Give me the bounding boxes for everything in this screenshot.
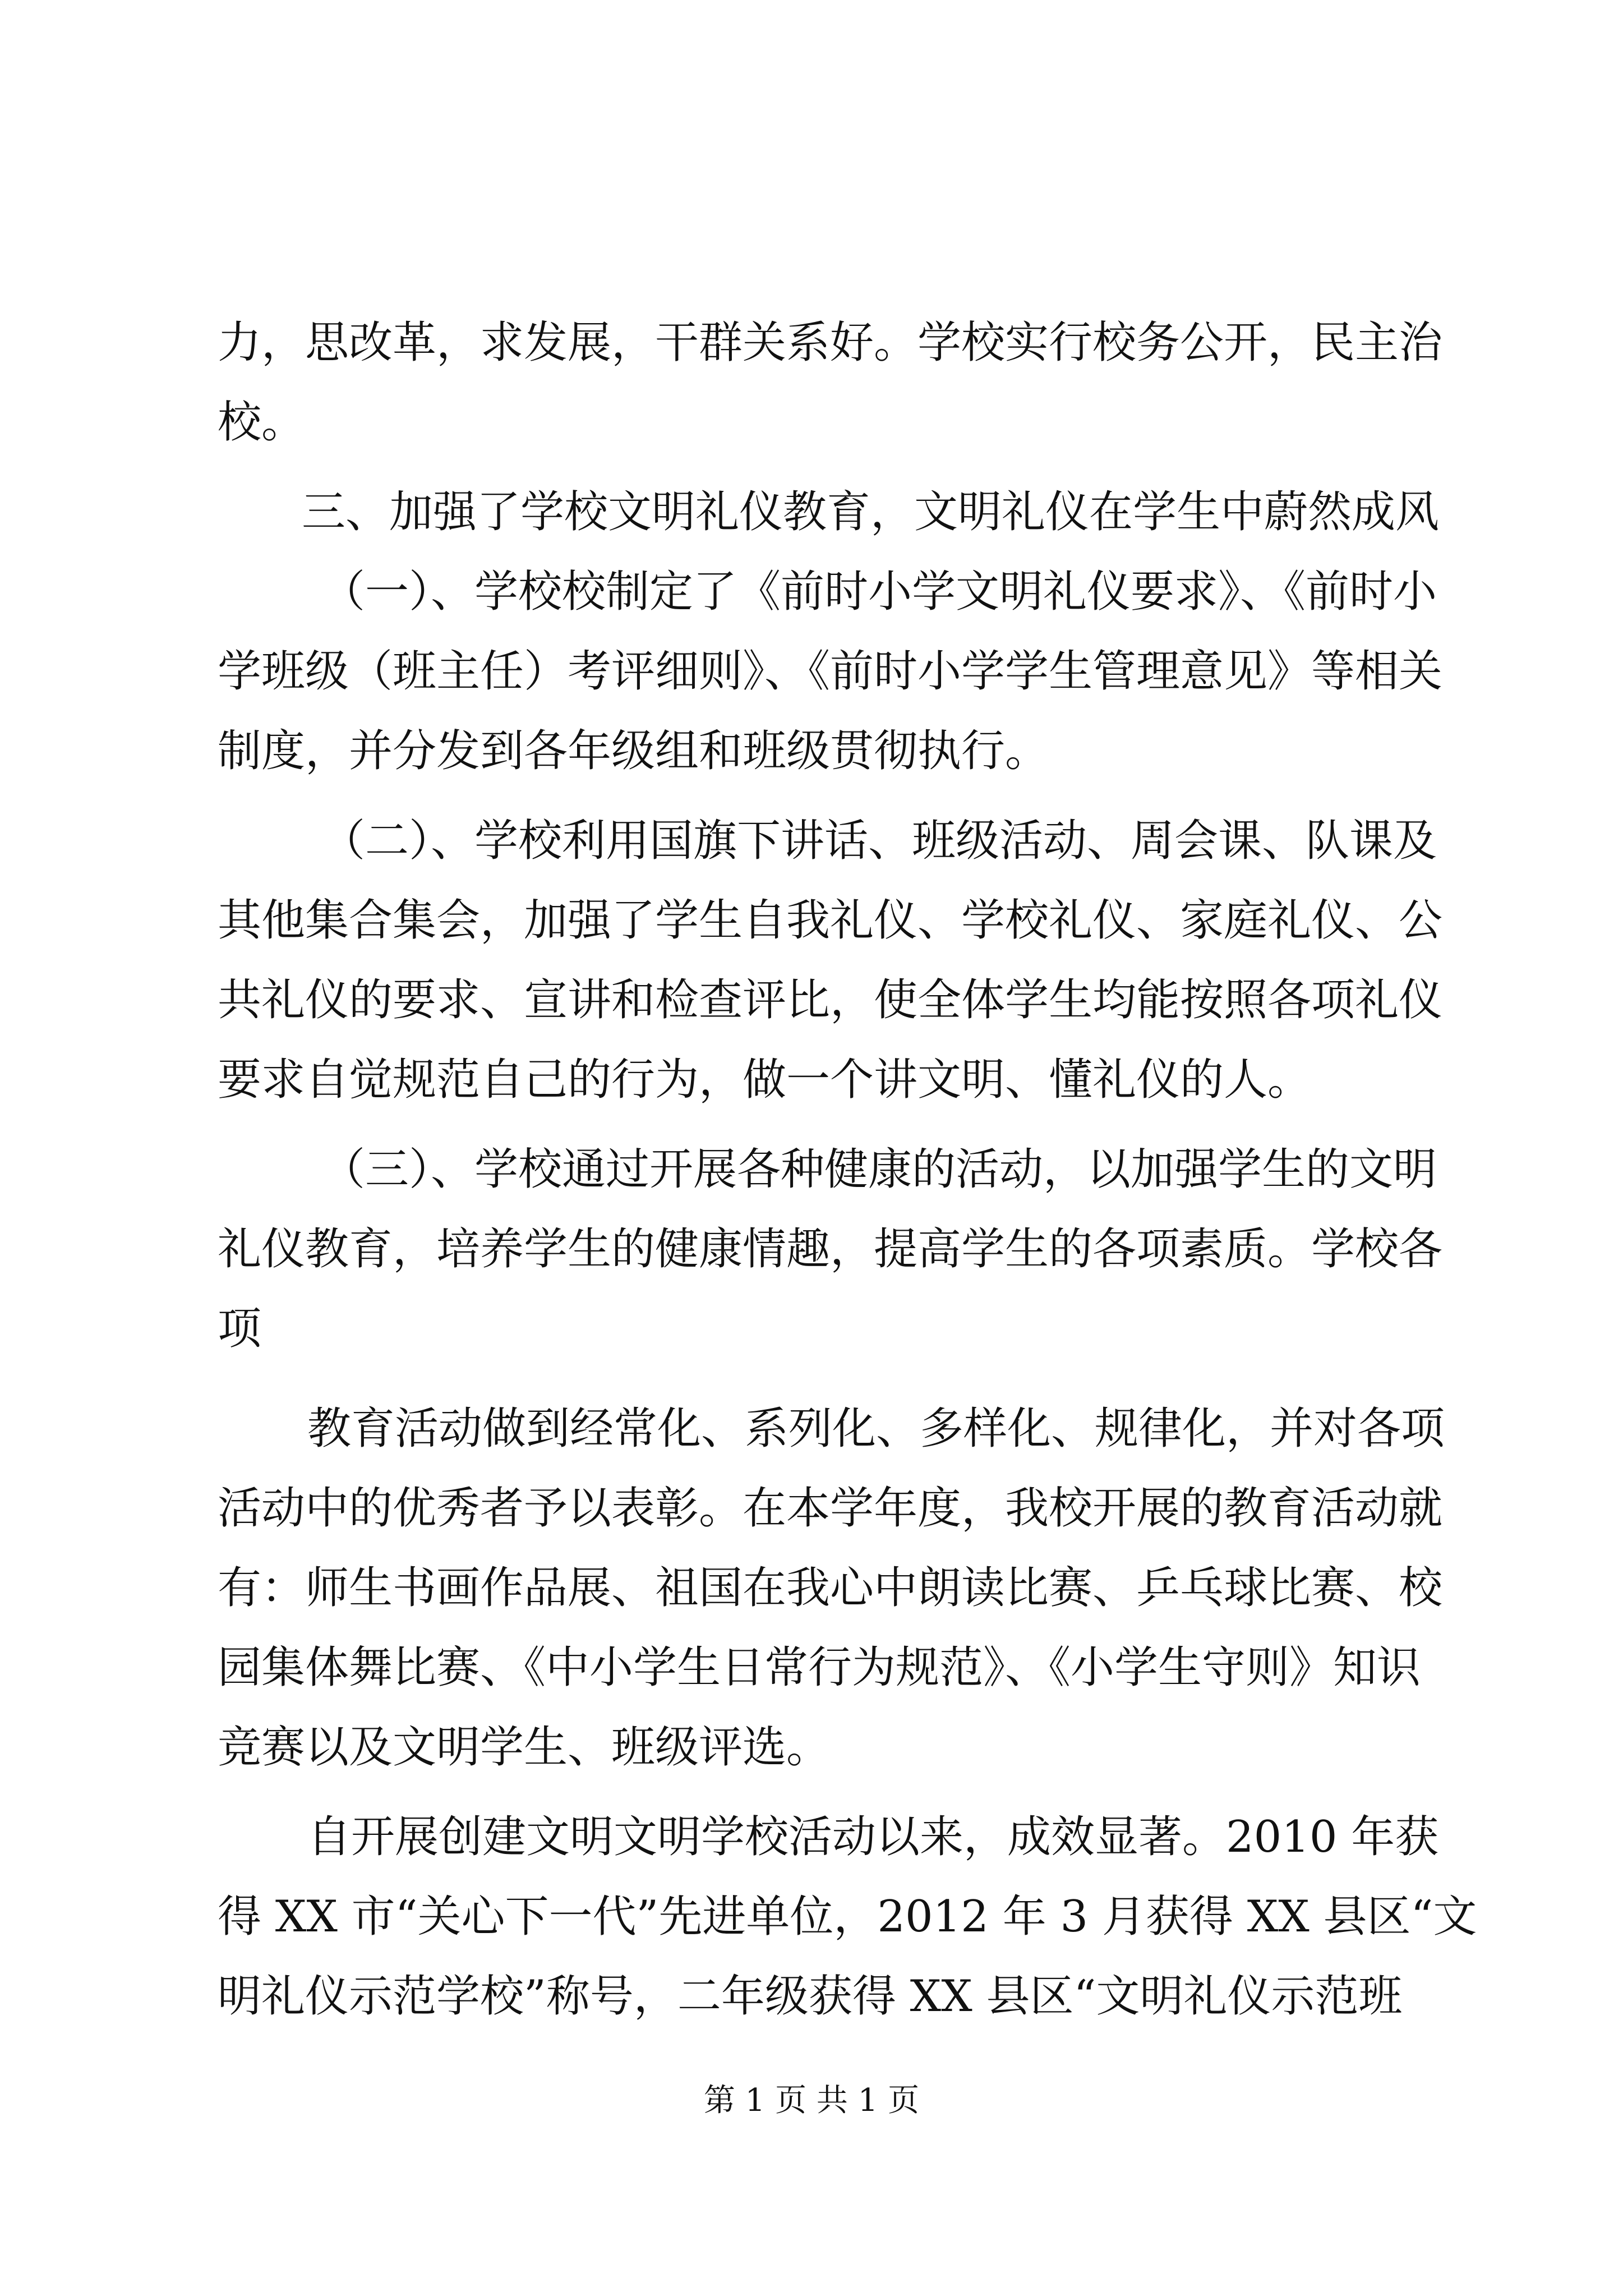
paragraph-6-line-3: 明礼仪示范学校”称号，二年级获得 XX 县区“文明礼仪示范班: [218, 1971, 1403, 2022]
paragraph-4-line-2: 礼仪教育，培养学生的健康情趣，提高学生的各项素质。学校各: [218, 1224, 1443, 1274]
paragraph-2-line-2: 学班级（班主任）考评细则》、《前时小学学生管理意见》等相关: [218, 646, 1443, 697]
paragraph-3-line-2: 其他集合集会，加强了学生自我礼仪、学校礼仪、家庭礼仪、公: [218, 895, 1443, 946]
page-footer: 第 1 页 共 1 页: [703, 2082, 920, 2119]
paragraph-3-line-4: 要求自觉规范自己的行为，做一个讲文明、懂礼仪的人。: [218, 1055, 1312, 1105]
paragraph-6-line-1: 自开展创建文明文明学校活动以来，成效显著。2010 年获: [307, 1812, 1439, 1862]
paragraph-5-line-1: 教育活动做到经常化、系列化、多样化、规律化，并对各项: [307, 1404, 1445, 1454]
paragraph-6-line-2: 得 XX 市“关心下一代”先进单位，2012 年 3 月获得 XX 县区“文: [218, 1892, 1477, 1942]
paragraph-gap: [218, 462, 1418, 472]
paragraph-5-line-5: 竞赛以及文明学生、班级评选。: [218, 1722, 831, 1773]
paragraph-1-line-2: 校。: [218, 397, 306, 448]
document-body: [218, 303, 1477, 2036]
section-heading-3: 三、加强了学校文明礼仪教育，文明礼仪在学生中蔚然成风: [302, 487, 1440, 537]
paragraph-5-line-2: 活动中的优秀者予以表彰。在本学年度，我校开展的教育活动就: [218, 1483, 1443, 1534]
paragraph-5-line-4: 园集体舞比赛、《中小学生日常行为规范》、《小学生守则》知识: [218, 1642, 1421, 1693]
paragraph-gap: [218, 791, 1418, 801]
paragraph-5-line-3: 有：师生书画作品展、祖国在我心中朗读比赛、乒乓球比赛、校: [218, 1563, 1443, 1613]
paragraph-4-line-1: （三）、学校通过开展各种健康的活动，以加强学生的文明: [321, 1144, 1437, 1195]
paragraph-3-line-3: 共礼仪的要求、宣讲和检查评比，使全体学生均能按照各项礼仪: [218, 975, 1443, 1025]
paragraph-3-line-1: （二）、学校利用国旗下讲话、班级活动、周会课、队课及: [321, 816, 1437, 866]
paragraph-gap: [218, 1787, 1418, 1797]
paragraph-2-line-3: 制度，并分发到各年级组和班级贯彻执行。: [218, 726, 1049, 776]
paragraph-4-line-3: 项: [218, 1304, 262, 1354]
paragraph-gap: [218, 1120, 1418, 1130]
paragraph-2-line-1: （一）、学校校制定了《前时小学文明礼仪要求》、《前时小: [321, 567, 1437, 617]
paragraph-gap: [218, 1369, 1418, 1389]
paragraph-1-line-1: 力，思改革，求发展，干群关系好。学校实行校务公开，民主治: [218, 318, 1443, 368]
